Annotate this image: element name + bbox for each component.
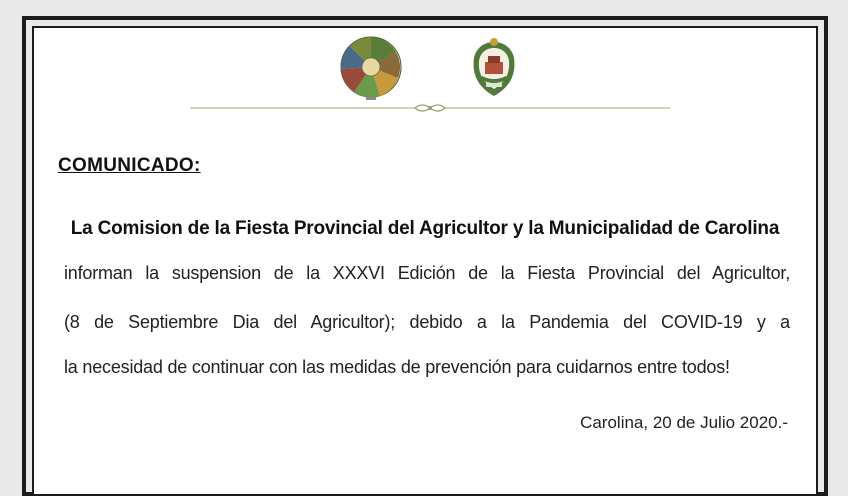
document-heading: COMUNICADO: bbox=[58, 155, 201, 176]
date-signoff: Carolina, 20 de Julio 2020.- bbox=[580, 413, 788, 432]
ornamental-divider bbox=[180, 100, 680, 116]
carolina-municipal-seal bbox=[466, 36, 522, 102]
fiesta-agricultor-logo bbox=[336, 36, 406, 102]
body-line-2: (8 de Septiembre Dia del Agricultor); debido a la Pandemia del COVID-19 y a bbox=[64, 312, 790, 332]
body-line-3: la necesidad de continuar con las medidas de prevención para cuidarnos entre todos! bbox=[64, 357, 730, 377]
lead-sentence: La Comision de la Fiesta Provincial del Agricultor y la Municipalidad de Carolina bbox=[70, 218, 780, 239]
body-line-1: informan la suspension de la XXXVI Edición de la Fiesta Provincial del Agricultor, bbox=[64, 263, 790, 283]
